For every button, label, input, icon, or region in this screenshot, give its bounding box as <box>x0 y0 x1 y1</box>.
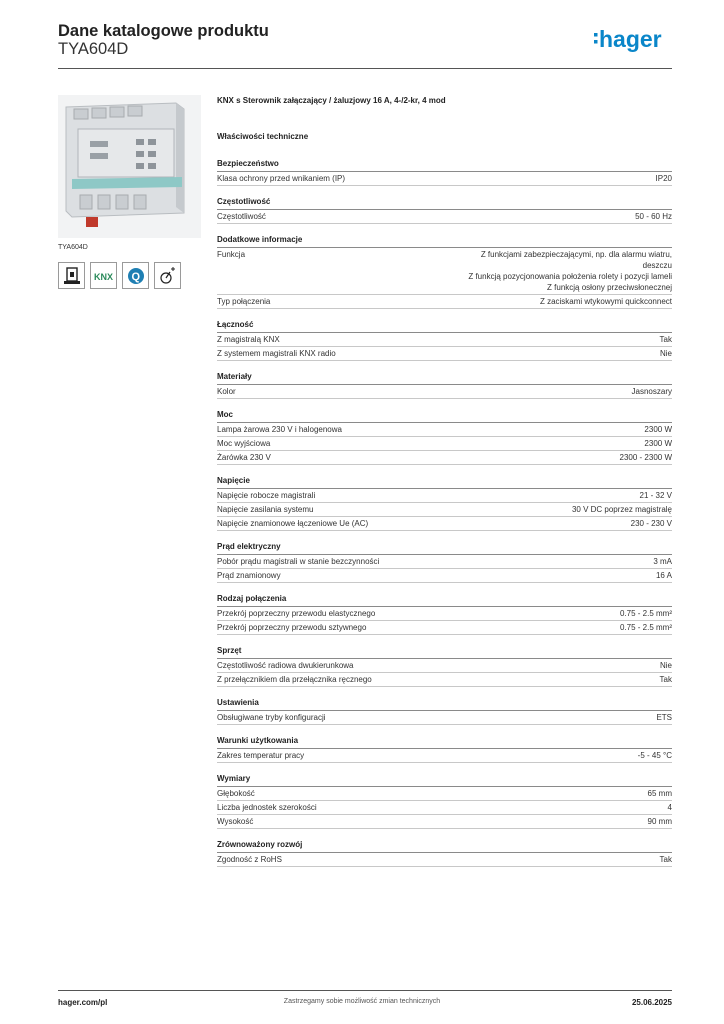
spec-value <box>636 173 672 184</box>
spec-value <box>624 424 672 435</box>
spec-label: Napięcie zasilania systemu <box>217 505 314 514</box>
spec-label: Z magistralą KNX <box>217 335 280 344</box>
svg-text:hager: hager <box>599 27 662 52</box>
spec-value <box>640 334 672 345</box>
spec-value-line: Tak <box>659 335 672 344</box>
spec-value <box>612 386 672 397</box>
spec-label: Pobór prądu magistrali w stanie bezczynności <box>217 557 380 566</box>
spec-row <box>217 451 672 465</box>
spec-section <box>217 371 672 399</box>
spec-label: Typ połączenia <box>217 297 271 306</box>
spec-value-line: Z funkcją pozycjonowania położenia rolety i pozycji lameli <box>468 272 672 281</box>
spec-section <box>217 735 672 763</box>
spec-value-line: Z funkcjami zabezpieczającymi, np. dla alarmu wiatru, <box>480 250 672 259</box>
spec-section <box>217 773 672 829</box>
spec-section <box>217 319 672 361</box>
spec-label: Napięcie robocze magistrali <box>217 491 316 500</box>
spec-value-line: 2300 - 2300 W <box>619 453 672 462</box>
spec-value-line: 0.75 - 2.5 mm² <box>619 623 672 632</box>
section-title: Moc <box>217 409 672 423</box>
spec-label: Moc wyjściowa <box>217 439 271 448</box>
spec-section <box>217 697 672 725</box>
spec-label: Klasa ochrony przed wnikaniem (IP) <box>217 174 346 183</box>
spec-value <box>633 556 672 567</box>
spec-value <box>640 854 672 865</box>
spec-value <box>620 490 672 501</box>
spec-value <box>648 802 672 813</box>
spec-label: Kolor <box>217 387 236 396</box>
certification-icons <box>58 262 181 289</box>
spec-value <box>636 712 672 723</box>
spec-label: Żarówka 230 V <box>217 453 271 462</box>
spec-value <box>600 622 672 633</box>
spec-row <box>217 210 672 224</box>
section-title: Dodatkowe informacje <box>217 234 672 248</box>
spec-value-line: 2300 W <box>644 439 672 448</box>
spec-section <box>217 196 672 224</box>
section-title: Bezpieczeństwo <box>217 158 672 172</box>
spec-value <box>628 816 672 827</box>
product-code: TYA604D <box>58 40 129 58</box>
spec-label: Częstotliwość radiowa dwukierunkowa <box>217 661 354 670</box>
spec-value-line: ETS <box>656 713 672 722</box>
spec-row <box>217 749 672 763</box>
spec-value <box>615 211 672 222</box>
spec-value <box>552 504 672 515</box>
spec-value-line: -5 - 45 °C <box>637 751 672 760</box>
spec-value-line: Tak <box>659 855 672 864</box>
quickconnect-icon <box>122 262 149 289</box>
spec-value <box>520 296 672 307</box>
technical-properties-heading: Właściwości techniczne <box>217 132 309 141</box>
spec-value-line: 65 mm <box>647 789 672 798</box>
spec-label: Z systemem magistrali KNX radio <box>217 349 336 358</box>
spec-value-line: IP20 <box>655 174 672 183</box>
rotary-switch-icon <box>154 262 181 289</box>
spec-value-line: deszczu <box>642 261 672 270</box>
section-title: Wymiary <box>217 773 672 787</box>
spec-value <box>640 660 672 671</box>
spec-section <box>217 475 672 531</box>
spec-label: Wysokość <box>217 817 254 826</box>
technical-details <box>217 96 672 877</box>
spec-section <box>217 158 672 186</box>
section-title: Częstotliwość <box>217 196 672 210</box>
section-title: Zrównoważony rozwój <box>217 839 672 853</box>
spec-row <box>217 295 672 309</box>
spec-section <box>217 593 672 635</box>
spec-row <box>217 607 672 621</box>
spec-value-line: 21 - 32 V <box>639 491 672 500</box>
spec-row <box>217 489 672 503</box>
section-title: Łączność <box>217 319 672 333</box>
product-photo <box>58 95 201 238</box>
page-title: Dane katalogowe produktu <box>58 22 269 40</box>
spec-label: Obsługiwane tryby konfiguracji <box>217 713 326 722</box>
spec-row <box>217 801 672 815</box>
svg-text:Q: Q <box>131 270 140 283</box>
section-title: Sprzęt <box>217 645 672 659</box>
spec-value <box>636 570 672 581</box>
spec-label: Zakres temperatur pracy <box>217 751 305 760</box>
spec-section <box>217 541 672 583</box>
spec-row <box>217 853 672 867</box>
spec-value <box>600 452 672 463</box>
spec-row <box>217 347 672 361</box>
spec-value-line: Z funkcją osłony przeciwsłonecznej <box>547 283 672 292</box>
spec-row <box>217 248 672 295</box>
spec-section <box>217 409 672 465</box>
spec-section <box>217 234 672 309</box>
spec-label: Częstotliwość <box>217 212 266 221</box>
section-title: Warunki użytkowania <box>217 735 672 749</box>
spec-value <box>628 788 672 799</box>
spec-row <box>217 423 672 437</box>
footer-date: 25.06.2025 <box>631 998 672 1007</box>
spec-value-line: Z zaciskami wtykowymi quickconnect <box>539 297 672 306</box>
spec-value <box>640 674 672 685</box>
spec-label: Z przełącznikiem dla przełącznika ręcznego <box>217 675 372 684</box>
knx-label: KNX <box>93 271 113 282</box>
spec-value-line: Nie <box>659 349 672 358</box>
spec-row <box>217 621 672 635</box>
spec-value-line: 4 <box>667 803 672 812</box>
spec-value <box>640 348 672 359</box>
spec-row <box>217 555 672 569</box>
footer-website-link[interactable]: hager.com/pl <box>58 998 108 1007</box>
spec-row <box>217 569 672 583</box>
din-rail-icon <box>58 262 85 289</box>
hager-logo <box>594 27 674 57</box>
spec-section <box>217 839 672 867</box>
spec-value-line: 90 mm <box>647 817 672 826</box>
spec-row <box>217 333 672 347</box>
footer-notice: Zastrzegamy sobie możliwość zmian technicznych <box>283 998 441 1005</box>
section-title: Rodzaj połączenia <box>217 593 672 607</box>
spec-label: Przekrój poprzeczny przewodu elastycznego <box>217 609 376 618</box>
spec-row <box>217 172 672 186</box>
spec-value-line: 0.75 - 2.5 mm² <box>619 609 672 618</box>
spec-value <box>600 608 672 619</box>
spec-value-line: 230 - 230 V <box>630 519 672 528</box>
thumbnail-caption: TYA604D <box>58 244 88 251</box>
spec-row <box>217 517 672 531</box>
section-title: Napięcie <box>217 475 672 489</box>
spec-label: Przekrój poprzeczny przewodu sztywnego <box>217 623 367 632</box>
section-title: Ustawienia <box>217 697 672 711</box>
spec-label: Funkcja <box>217 250 246 259</box>
spec-value-line: 50 - 60 Hz <box>635 212 672 221</box>
spec-label: Lampa żarowa 230 V i halogenowa <box>217 425 342 434</box>
spec-value-line: Nie <box>659 661 672 670</box>
spec-value-line: 30 V DC poprzez magistralę <box>571 505 672 514</box>
spec-value-line: Tak <box>659 675 672 684</box>
spec-row <box>217 385 672 399</box>
spec-label: Napięcie znamionowe łączeniowe Ue (AC) <box>217 519 369 528</box>
spec-value-line: 2300 W <box>644 425 672 434</box>
section-title: Prąd elektryczny <box>217 541 672 555</box>
spec-value <box>448 249 672 293</box>
spec-row <box>217 503 672 517</box>
spec-value-line: 16 A <box>655 571 672 580</box>
spec-value <box>618 750 672 761</box>
knx-icon <box>90 262 117 289</box>
spec-value-line: 3 mA <box>653 557 672 566</box>
spec-value <box>624 438 672 449</box>
spec-label: Głębokość <box>217 789 255 798</box>
spec-row <box>217 787 672 801</box>
spec-row <box>217 711 672 725</box>
footer-divider <box>58 990 672 991</box>
spec-row <box>217 437 672 451</box>
spec-label: Liczba jednostek szerokości <box>217 803 317 812</box>
spec-row <box>217 673 672 687</box>
spec-section <box>217 645 672 687</box>
spec-row <box>217 659 672 673</box>
header-divider <box>58 68 672 69</box>
product-name: KNX s Sterownik załączający / żaluzjowy 16 A, 4-/2-kr, 4 mod <box>217 96 446 105</box>
spec-row <box>217 815 672 829</box>
spec-label: Zgodność z RoHS <box>217 855 282 864</box>
section-title: Materiały <box>217 371 672 385</box>
spec-value-line: Jasnoszary <box>631 387 672 396</box>
spec-value <box>611 518 672 529</box>
spec-sections <box>217 158 672 867</box>
spec-label: Prąd znamionowy <box>217 571 281 580</box>
